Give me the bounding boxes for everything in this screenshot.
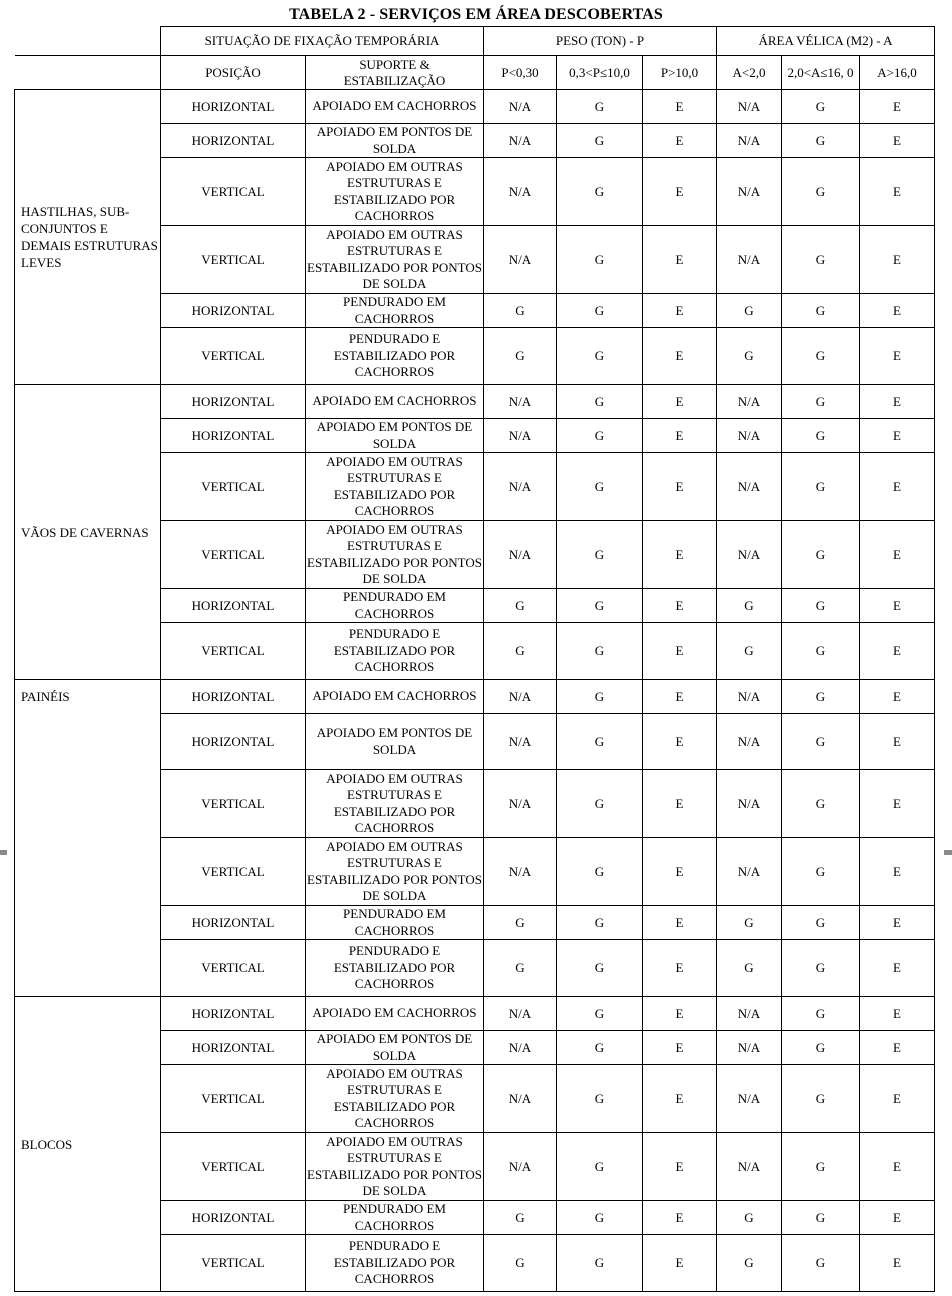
value-cell: G — [557, 680, 643, 714]
value-cell: E — [860, 419, 935, 453]
value-cell: G — [782, 1065, 860, 1133]
support-cell: APOIADO EM PONTOS DE SOLDA — [306, 714, 484, 770]
value-cell: E — [643, 521, 717, 589]
value-cell: E — [643, 328, 717, 385]
value-cell: N/A — [484, 997, 557, 1031]
value-cell: G — [484, 623, 557, 680]
value-cell: N/A — [484, 124, 557, 158]
support-cell: APOIADO EM PONTOS DE SOLDA — [306, 419, 484, 453]
page-edge-mark-left — [0, 850, 7, 855]
value-cell: E — [643, 1201, 717, 1235]
value-cell: E — [860, 124, 935, 158]
value-cell: E — [860, 680, 935, 714]
value-cell: E — [643, 1031, 717, 1065]
value-cell: E — [643, 1065, 717, 1133]
value-cell: N/A — [717, 521, 782, 589]
position-cell: VERTICAL — [161, 453, 306, 521]
position-cell: HORIZONTAL — [161, 294, 306, 328]
value-cell: N/A — [717, 680, 782, 714]
support-cell: APOIADO EM OUTRAS ESTRUTURAS E ESTABILIZADO POR PONTOS DE SOLDA — [306, 521, 484, 589]
value-cell: N/A — [484, 90, 557, 124]
table-row — [15, 90, 935, 124]
value-cell: G — [717, 1201, 782, 1235]
value-cell: E — [860, 770, 935, 838]
header-blank-cell — [15, 27, 161, 56]
support-cell: APOIADO EM CACHORROS — [306, 680, 484, 714]
position-cell: VERTICAL — [161, 623, 306, 680]
value-cell: G — [557, 1235, 643, 1292]
group-label: BLOCOS — [15, 997, 161, 1292]
value-cell: N/A — [717, 124, 782, 158]
support-cell: APOIADO EM OUTRAS ESTRUTURAS E ESTABILIZADO POR CACHORROS — [306, 770, 484, 838]
value-cell: N/A — [484, 838, 557, 906]
value-cell: E — [860, 226, 935, 294]
value-cell: E — [643, 158, 717, 226]
position-cell: VERTICAL — [161, 770, 306, 838]
value-cell: G — [557, 623, 643, 680]
value-cell: N/A — [484, 714, 557, 770]
support-cell: PENDURADO EM CACHORROS — [306, 589, 484, 623]
value-cell: E — [643, 226, 717, 294]
page-edge-mark-right — [944, 850, 952, 855]
header-col-p3: P>10,0 — [643, 56, 717, 90]
value-cell: E — [643, 589, 717, 623]
value-cell: N/A — [484, 1031, 557, 1065]
position-cell: VERTICAL — [161, 838, 306, 906]
value-cell: G — [484, 589, 557, 623]
position-cell: VERTICAL — [161, 940, 306, 997]
value-cell: E — [860, 589, 935, 623]
value-cell: N/A — [717, 1133, 782, 1201]
value-cell: E — [643, 1133, 717, 1201]
value-cell: N/A — [484, 226, 557, 294]
value-cell: E — [860, 714, 935, 770]
value-cell: G — [782, 385, 860, 419]
header-posicao: POSIÇÃO — [161, 56, 306, 90]
value-cell: E — [643, 623, 717, 680]
value-cell: G — [484, 906, 557, 940]
position-cell: HORIZONTAL — [161, 419, 306, 453]
support-cell: APOIADO EM OUTRAS ESTRUTURAS E ESTABILIZADO POR PONTOS DE SOLDA — [306, 838, 484, 906]
value-cell: N/A — [717, 158, 782, 226]
value-cell: E — [643, 997, 717, 1031]
position-cell: HORIZONTAL — [161, 680, 306, 714]
value-cell: E — [860, 623, 935, 680]
value-cell: E — [860, 90, 935, 124]
position-cell: HORIZONTAL — [161, 906, 306, 940]
position-cell: VERTICAL — [161, 226, 306, 294]
position-cell: VERTICAL — [161, 328, 306, 385]
support-cell: PENDURADO E ESTABILIZADO POR CACHORROS — [306, 1235, 484, 1292]
services-table — [14, 26, 935, 1292]
value-cell: G — [782, 521, 860, 589]
value-cell: E — [643, 453, 717, 521]
value-cell: E — [860, 940, 935, 997]
value-cell: N/A — [484, 385, 557, 419]
value-cell: G — [782, 124, 860, 158]
value-cell: G — [717, 1235, 782, 1292]
value-cell: E — [643, 419, 717, 453]
position-cell: HORIZONTAL — [161, 90, 306, 124]
value-cell: G — [782, 419, 860, 453]
header-suporte: SUPORTE & ESTABILIZAÇÃO — [306, 56, 484, 90]
value-cell: G — [557, 1065, 643, 1133]
value-cell: G — [557, 1201, 643, 1235]
value-cell: N/A — [717, 453, 782, 521]
value-cell: G — [782, 680, 860, 714]
value-cell: E — [860, 521, 935, 589]
value-cell: E — [860, 1065, 935, 1133]
support-cell: APOIADO EM PONTOS DE SOLDA — [306, 124, 484, 158]
value-cell: N/A — [484, 1065, 557, 1133]
support-cell: APOIADO EM OUTRAS ESTRUTURAS E ESTABILIZADO POR CACHORROS — [306, 158, 484, 226]
value-cell: E — [643, 1235, 717, 1292]
value-cell: E — [643, 838, 717, 906]
value-cell: G — [557, 940, 643, 997]
value-cell: G — [782, 226, 860, 294]
value-cell: N/A — [484, 158, 557, 226]
value-cell: G — [557, 328, 643, 385]
value-cell: E — [860, 1201, 935, 1235]
position-cell: HORIZONTAL — [161, 385, 306, 419]
value-cell: N/A — [717, 385, 782, 419]
value-cell: E — [860, 997, 935, 1031]
value-cell: G — [717, 940, 782, 997]
support-cell: PENDURADO E ESTABILIZADO POR CACHORROS — [306, 940, 484, 997]
value-cell: G — [782, 1201, 860, 1235]
value-cell: N/A — [717, 90, 782, 124]
value-cell: E — [643, 770, 717, 838]
value-cell: G — [782, 1133, 860, 1201]
value-cell: G — [557, 124, 643, 158]
value-cell: G — [782, 838, 860, 906]
value-cell: N/A — [717, 997, 782, 1031]
value-cell: G — [557, 1031, 643, 1065]
header-situacao: SITUAÇÃO DE FIXAÇÃO TEMPORÁRIA — [161, 27, 484, 56]
value-cell: G — [717, 589, 782, 623]
position-cell: HORIZONTAL — [161, 1201, 306, 1235]
support-cell: APOIADO EM CACHORROS — [306, 385, 484, 419]
value-cell: N/A — [717, 226, 782, 294]
value-cell: E — [643, 90, 717, 124]
value-cell: E — [860, 1031, 935, 1065]
value-cell: G — [782, 906, 860, 940]
value-cell: G — [782, 940, 860, 997]
header-col-p1: P<0,30 — [484, 56, 557, 90]
support-cell: PENDURADO E ESTABILIZADO POR CACHORROS — [306, 328, 484, 385]
support-cell: PENDURADO EM CACHORROS — [306, 294, 484, 328]
value-cell: N/A — [717, 838, 782, 906]
value-cell: G — [717, 906, 782, 940]
support-cell: APOIADO EM PONTOS DE SOLDA — [306, 1031, 484, 1065]
value-cell: G — [782, 1235, 860, 1292]
value-cell: G — [557, 997, 643, 1031]
value-cell: G — [557, 453, 643, 521]
group-label: HASTILHAS, SUB-CONJUNTOS E DEMAIS ESTRUTURAS LEVES — [15, 90, 161, 385]
value-cell: N/A — [484, 680, 557, 714]
value-cell: G — [717, 328, 782, 385]
header-peso: PESO (TON) - P — [484, 27, 717, 56]
value-cell: E — [860, 1133, 935, 1201]
value-cell: N/A — [484, 419, 557, 453]
value-cell: E — [643, 680, 717, 714]
header-area: ÁREA VÉLICA (M2) - A — [717, 27, 935, 56]
support-cell: APOIADO EM CACHORROS — [306, 997, 484, 1031]
position-cell: VERTICAL — [161, 158, 306, 226]
value-cell: G — [782, 453, 860, 521]
support-cell: APOIADO EM OUTRAS ESTRUTURAS E ESTABILIZADO POR PONTOS DE SOLDA — [306, 1133, 484, 1201]
value-cell: E — [860, 906, 935, 940]
position-cell: VERTICAL — [161, 1133, 306, 1201]
support-cell: APOIADO EM OUTRAS ESTRUTURAS E ESTABILIZADO POR PONTOS DE SOLDA — [306, 226, 484, 294]
value-cell: G — [557, 1133, 643, 1201]
position-cell: HORIZONTAL — [161, 589, 306, 623]
value-cell: N/A — [717, 770, 782, 838]
value-cell: E — [860, 328, 935, 385]
value-cell: G — [782, 294, 860, 328]
support-cell: APOIADO EM OUTRAS ESTRUTURAS E ESTABILIZADO POR CACHORROS — [306, 453, 484, 521]
support-cell: APOIADO EM OUTRAS ESTRUTURAS E ESTABILIZADO POR CACHORROS — [306, 1065, 484, 1133]
value-cell: G — [782, 328, 860, 385]
value-cell: G — [484, 328, 557, 385]
value-cell: E — [860, 838, 935, 906]
header-row-2 — [15, 56, 935, 90]
value-cell: G — [557, 294, 643, 328]
position-cell: VERTICAL — [161, 1235, 306, 1292]
value-cell: G — [557, 521, 643, 589]
value-cell: E — [643, 714, 717, 770]
value-cell: E — [860, 1235, 935, 1292]
table-title: TABELA 2 - SERVIÇOS EM ÁREA DESCOBERTAS — [289, 6, 663, 23]
group-label: PAINÉIS — [15, 680, 161, 997]
header-col-a2: 2,0<A≤16, 0 — [782, 56, 860, 90]
value-cell: G — [557, 385, 643, 419]
position-cell: HORIZONTAL — [161, 1031, 306, 1065]
value-cell: G — [557, 158, 643, 226]
value-cell: G — [484, 1235, 557, 1292]
support-cell: PENDURADO E ESTABILIZADO POR CACHORROS — [306, 623, 484, 680]
value-cell: G — [782, 1031, 860, 1065]
header-blank-cell-2 — [15, 56, 161, 90]
value-cell: G — [557, 90, 643, 124]
header-col-p2: 0,3<P≤10,0 — [557, 56, 643, 90]
value-cell: E — [643, 294, 717, 328]
value-cell: E — [643, 906, 717, 940]
value-cell: G — [782, 714, 860, 770]
value-cell: G — [782, 589, 860, 623]
value-cell: E — [643, 940, 717, 997]
value-cell: E — [643, 385, 717, 419]
value-cell: G — [484, 940, 557, 997]
value-cell: E — [860, 453, 935, 521]
header-row-1 — [15, 27, 935, 56]
value-cell: G — [782, 770, 860, 838]
value-cell: N/A — [484, 453, 557, 521]
table-row — [15, 680, 935, 714]
value-cell: G — [557, 714, 643, 770]
support-cell: APOIADO EM CACHORROS — [306, 90, 484, 124]
value-cell: G — [782, 158, 860, 226]
value-cell: N/A — [484, 521, 557, 589]
value-cell: G — [557, 589, 643, 623]
value-cell: G — [557, 906, 643, 940]
value-cell: G — [557, 770, 643, 838]
position-cell: VERTICAL — [161, 521, 306, 589]
value-cell: N/A — [484, 1133, 557, 1201]
position-cell: HORIZONTAL — [161, 124, 306, 158]
value-cell: N/A — [717, 1031, 782, 1065]
position-cell: VERTICAL — [161, 1065, 306, 1133]
value-cell: G — [717, 294, 782, 328]
support-cell: PENDURADO EM CACHORROS — [306, 906, 484, 940]
value-cell: E — [860, 294, 935, 328]
table-row — [15, 385, 935, 419]
position-cell: HORIZONTAL — [161, 714, 306, 770]
position-cell: HORIZONTAL — [161, 997, 306, 1031]
value-cell: E — [860, 158, 935, 226]
table-row — [15, 997, 935, 1031]
value-cell: G — [782, 90, 860, 124]
value-cell: G — [782, 623, 860, 680]
header-col-a3: A>16,0 — [860, 56, 935, 90]
group-label: VÃOS DE CAVERNAS — [15, 385, 161, 680]
value-cell: N/A — [717, 714, 782, 770]
header-col-a1: A<2,0 — [717, 56, 782, 90]
value-cell: G — [557, 226, 643, 294]
value-cell: N/A — [717, 1065, 782, 1133]
value-cell: G — [557, 419, 643, 453]
value-cell: G — [484, 1201, 557, 1235]
value-cell: G — [484, 294, 557, 328]
value-cell: G — [717, 623, 782, 680]
value-cell: E — [860, 385, 935, 419]
support-cell: PENDURADO EM CACHORROS — [306, 1201, 484, 1235]
value-cell: N/A — [717, 419, 782, 453]
value-cell: E — [643, 124, 717, 158]
value-cell: G — [782, 997, 860, 1031]
value-cell: N/A — [484, 770, 557, 838]
value-cell: G — [557, 838, 643, 906]
